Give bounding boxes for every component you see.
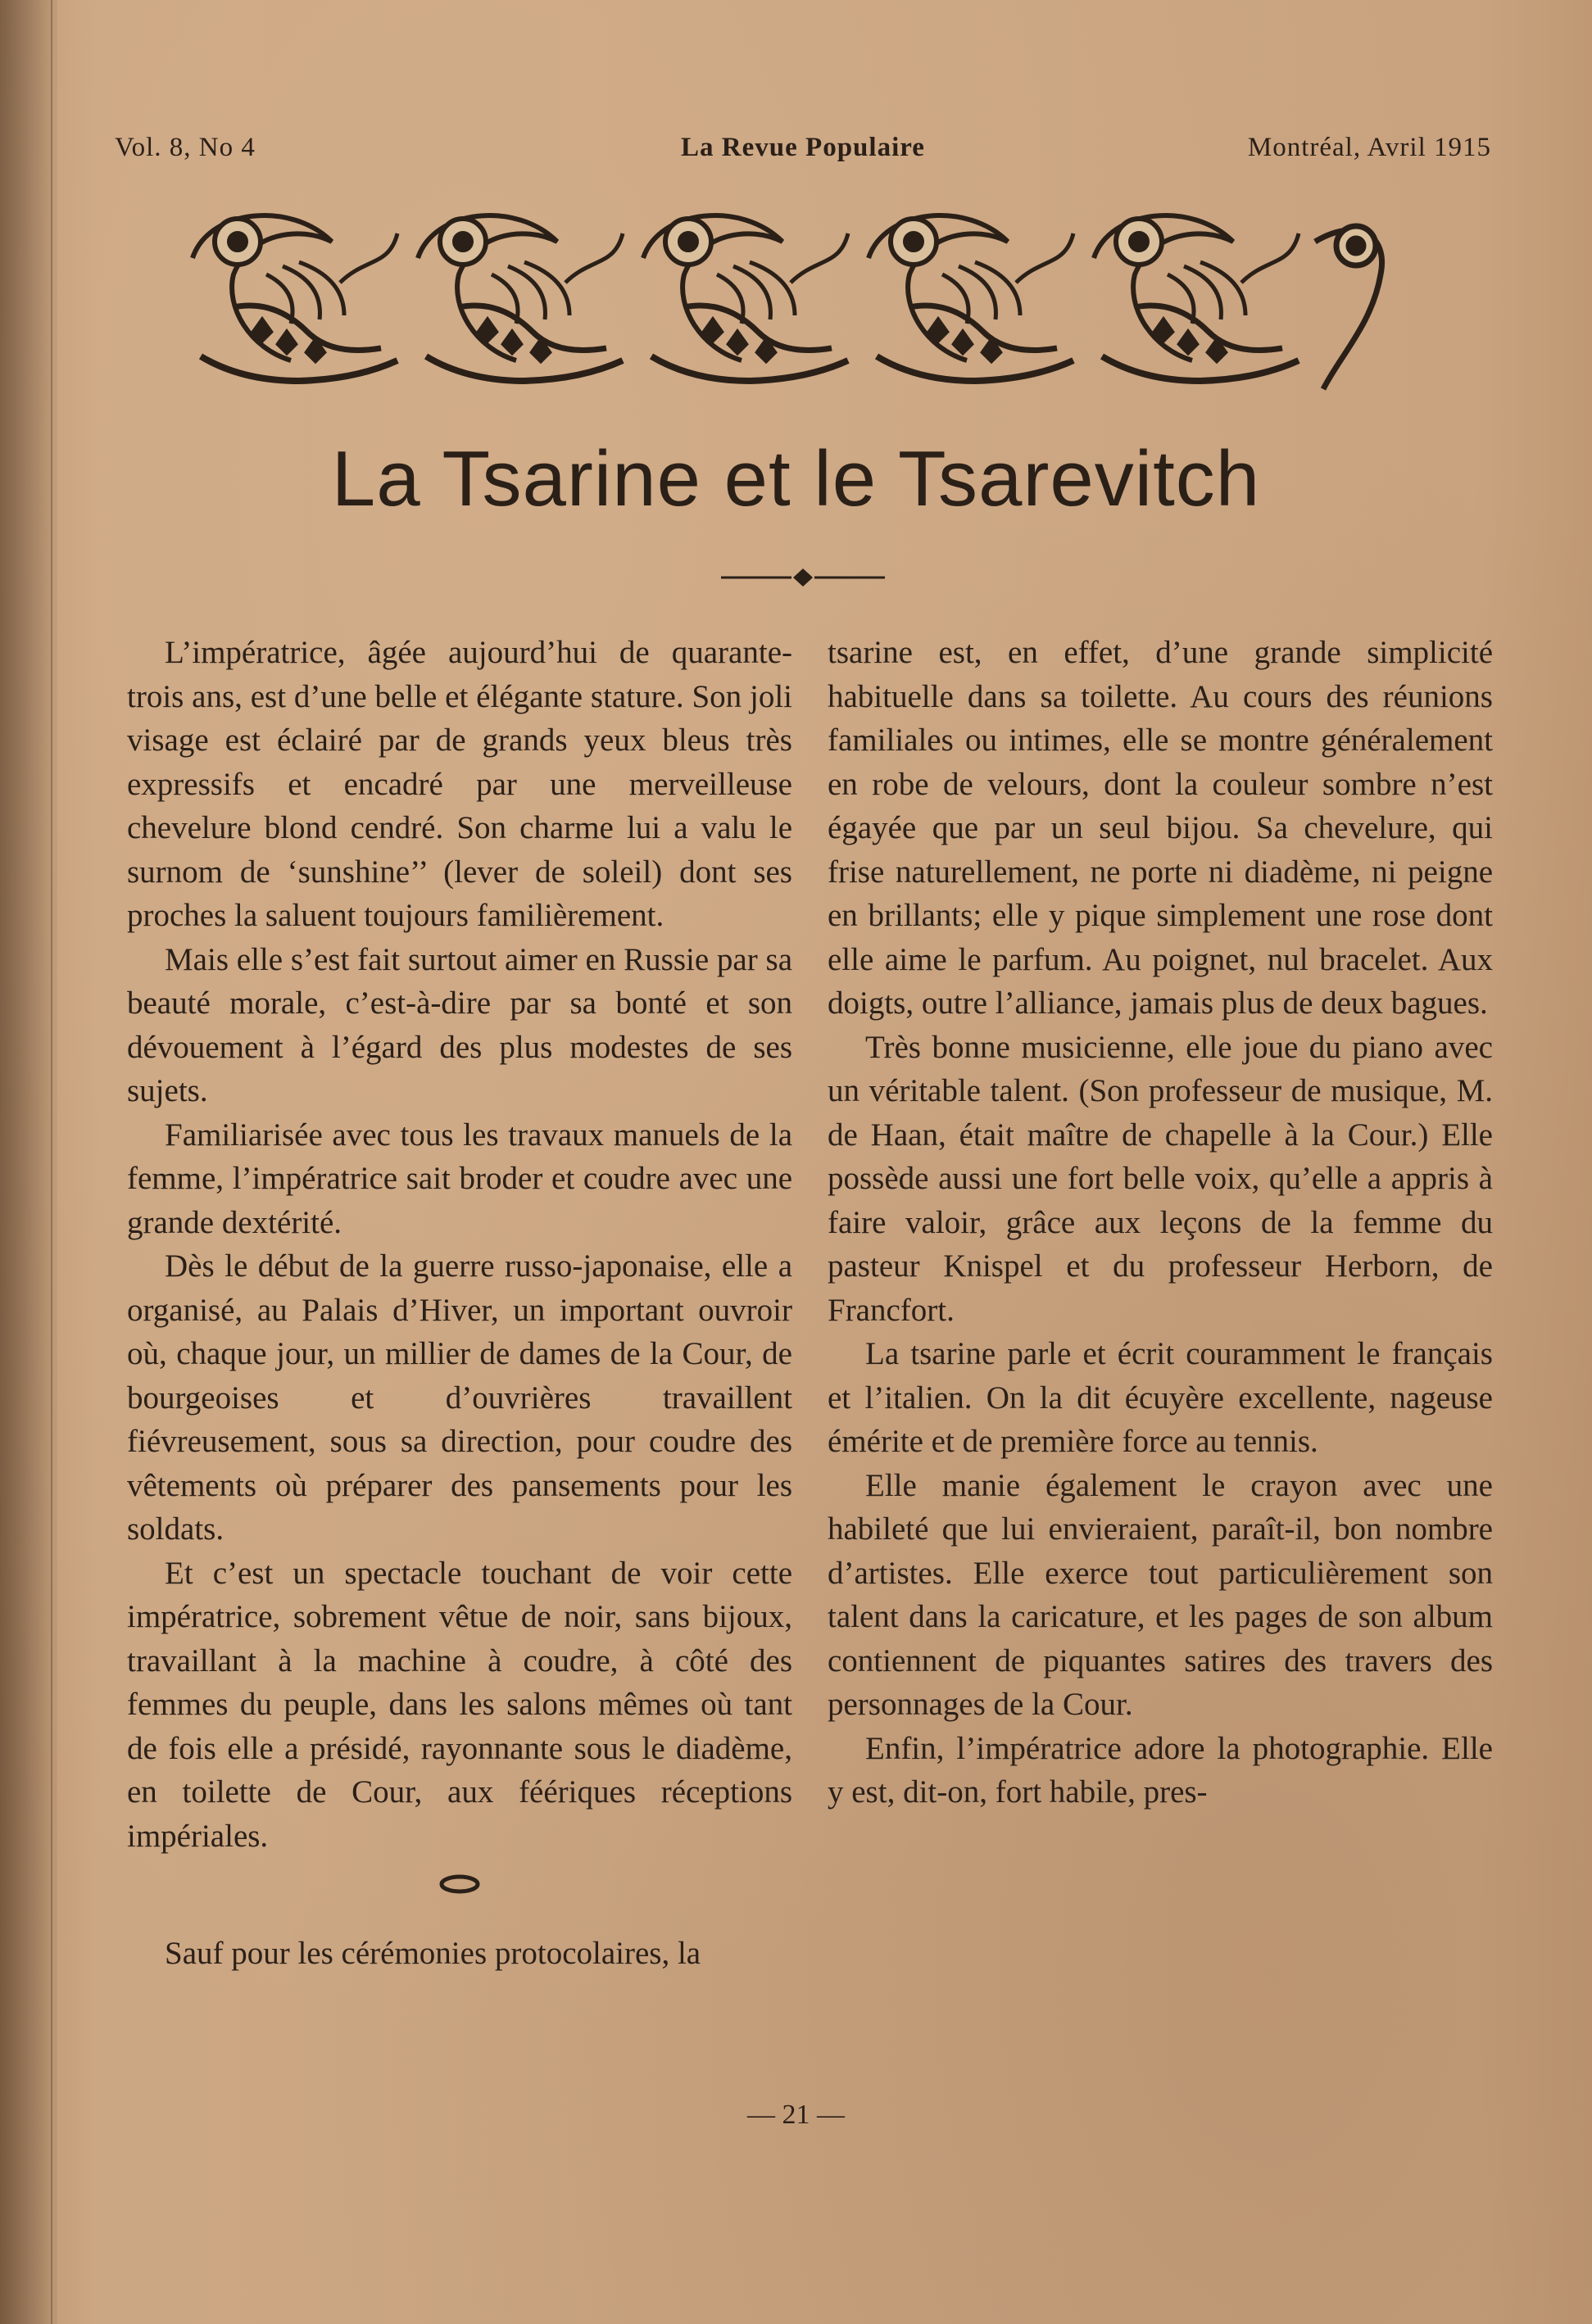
- right-column: [828, 631, 1493, 1814]
- header-magazine: La Revue Populaire: [681, 133, 925, 162]
- paragraph: La tsarine parle et écrit couramment le français et l’italien. On la dit écuyère excellente, nageuse émérite et de première force au tennis.: [828, 1336, 1493, 1459]
- paragraph: Mais elle s’est fait surtout aimer en Russie par sa beauté morale, c’est-à-dire par sa bonté et son dévouement à l’égard des plus modestes de ses sujets.: [127, 941, 792, 1108]
- diamond-rule-icon: [721, 565, 885, 590]
- paragraph: Familiarisée avec tous les travaux manuels de la femme, l’impératrice sait broder et coudre avec une grande dextérité.: [127, 1117, 792, 1240]
- article-title: La Tsarine et le Tsarevitch: [331, 435, 1261, 523]
- paragraph-continued: tsarine est, en effet, d’une grande simplicité habituelle dans sa toilette. Au cours des réunions familiales ou intimes, elle se montre généralement en robe de velours, dont la couleur sombre n’est égayée que par un seul bijou. Sa chevelure, qui frise naturellement, ne porte ni diadème, ni peigne en brillants; elle y pique simplement une rose dont elle aime le parfum. Au poignet, nul bracelet. Aux doigts, outre l’alliance, jamais plus de deux bagues.: [828, 635, 1493, 1021]
- floral-scroll-border-icon: [176, 184, 1405, 430]
- small-oval-ornament-icon: [127, 1868, 792, 1917]
- paragraph: Elle manie également le crayon avec une habileté que lui envieraient, paraît-il, bon nombre d’artistes. Elle exerce tout particulièrement son talent dans la caricature, et les pages de son album contiennent de piquantes satires des travers des personnages de la Cour.: [828, 1467, 1493, 1722]
- paragraph: Et c’est un spectacle touchant de voir cette impératrice, sobrement vêtue de noir, sans bijoux, travaillant à la machine à coudre, à côté des femmes du peuple, dans les salons mêmes où tant de fois elle a présidé, rayonnante sous le diadème, en toilette de Cour, aux féériques réceptions impériales.: [127, 1555, 792, 1854]
- paragraph: L’impératrice, âgée aujourd’hui de quarante-trois ans, est d’une belle et élégante stature. Son joli visage est éclairé par de grands yeux bleus très expressifs et encadré par une merveilleuse chevelure blond cendré. Son charme lui a valu le surnom de ‘sunshine’’ (lever de soleil) dont ses proches la saluent toujours familièrement.: [127, 635, 792, 933]
- paragraph: Sauf pour les cérémonies protocolaires, la: [165, 1936, 701, 1971]
- header-place-date: Montréal, Avril 1915: [1247, 133, 1491, 162]
- left-column: [127, 631, 792, 1976]
- paragraph: Enfin, l’impératrice adore la photographie. Elle y est, dit-on, fort habile, pres-: [828, 1730, 1493, 1810]
- paragraph: Très bonne musicienne, elle joue du piano avec un véritable talent. (Son professeur de musique, M. de Haan, était maître de chapelle à la Cour.) Elle possède aussi une fort belle voix, qu’elle a appris à faire valoir, grâce aux leçons de la femme du pasteur Knispel et du professeur Herborn, de Francfort.: [828, 1029, 1493, 1328]
- header-volume: Vol. 8, No 4: [115, 133, 256, 162]
- paragraph: Dès le début de la guerre russo-japonaise, elle a organisé, au Palais d’Hiver, un important ouvroir où, chaque jour, un millier de dames de la Cour, de bourgeoises et d’ouvrières travaillent fiévreusement, sous sa direction, pour coudre des vêtements où préparer des pansements pour les soldats.: [127, 1248, 792, 1547]
- binding-edge: [51, 0, 52, 2324]
- binding-shadow: [0, 0, 57, 2324]
- running-header: [115, 133, 1491, 169]
- page-number: — 21 —: [747, 2100, 845, 2130]
